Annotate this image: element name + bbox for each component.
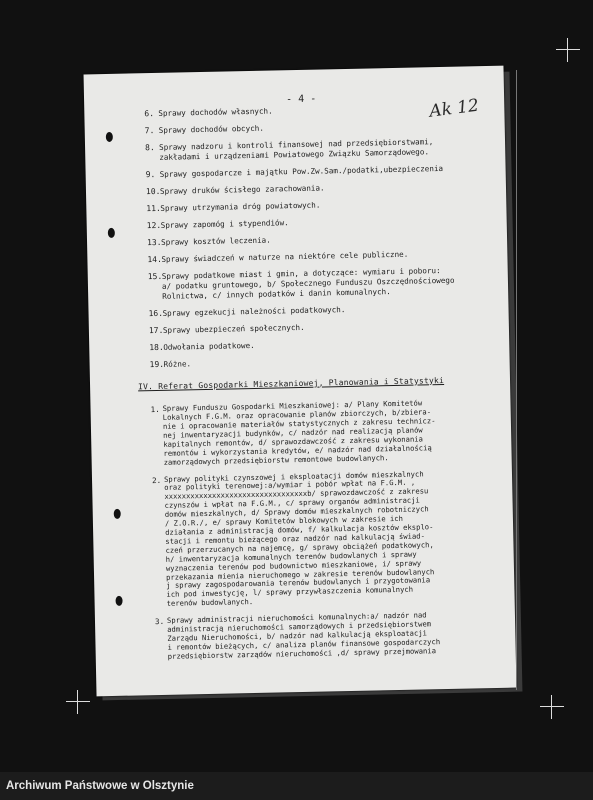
- list-item: [145, 119, 495, 136]
- list-item: [148, 302, 498, 319]
- item-text: Sprawy dochodów własnych.: [158, 106, 273, 118]
- item-number: 9.: [145, 169, 156, 180]
- list-item: [155, 610, 506, 662]
- punch-hole: [115, 596, 122, 606]
- item-number: 16.: [148, 308, 164, 318]
- item-number: 13.: [146, 238, 162, 248]
- item-text: Sprawy gospodarcze i majątku Pow.Zw.Sam./podatki,ubezpieczenia: [159, 163, 444, 179]
- item-number: 10.: [145, 186, 161, 197]
- item-text: Odwołania podatkowe.: [163, 340, 255, 352]
- item-number: 3.: [154, 617, 165, 627]
- item-text: Sprawy egzekucji należności podatkowych.: [162, 304, 346, 318]
- item-text: Sprawy administracji nieruchomości komunalnych:a/ nadzór nad administracją nieruchomości samorządowych i przedsiębiorstwem Zarządu Nieruchomości, b/ nadzór nad kalkulacją eksploatacji i remontów bieżących, c/ analiza planów finansowe gospodarczych przedsiębiorstw zarządów nieruchomości ,d/ sprawy przejmowania: [166, 610, 441, 661]
- item-number: 2.: [151, 475, 162, 485]
- item-text: Sprawy utrzymania dróg powiatowych.: [160, 200, 321, 213]
- page-number: - 4 -: [285, 93, 317, 106]
- item-text: Sprawy podatkowe miast i gmin, a dotyczące: wymiaru i poboru: a/ podatku gruntowego, b/ Społecznego Funduszu Oszczędnościowego Rolnictwa, c/ innych podatków i danin komunalnych.: [161, 266, 455, 301]
- item-number: 18.: [149, 342, 164, 353]
- item-text: Sprawy druków ścisłego zarachowania.: [159, 183, 325, 196]
- document-page: [84, 66, 517, 697]
- list-item: [150, 353, 500, 370]
- item-text: Sprawy polityki czynszowej i eksploatacji domów mieszkalnych oraz polityki terenowej:a/wymiar i pobór wpłat na F.G.M. , xxxxxxxxxxxxxxxxxxxxxxxxxxxxxxxxxb/ sprawozdawczość z zakresu czynszów i wpłat na F.G.M., c/ sprawy organów administracji domów mieszkalnych, d/ Sprawy domów mieszkalnych robotniczych / Z.O.R./, e/ sprawy Komitetów blokowych w zakresie ich działania z administracją domów, f/ kalkulacja kosztów eksplo- stacji i remontu bieżącego oraz nadzór nad kalkulacją świad- czeń przerzucanych na najemcę, g/ sprawy obciążeń podatkowych, h/ inwentaryzacja komunalnych terenów budowlanych i sprawy wyznaczenia terenów pod budownictwo mieszkaniowe, i/ sprawy przekazania mienia nieruchomego w zakresie terenów budowlanych j sprawy zagospodarowania terenów budowlanych i przygotowania ich pod inwestycję, l/ sprawy przywłaszczenia komunalnych terenów budowlanych.: [163, 468, 435, 609]
- item-text: Sprawy kosztów leczenia.: [160, 235, 271, 248]
- item-number: 17.: [148, 325, 164, 335]
- item-number: 1.: [150, 405, 160, 415]
- item-number: 6.: [144, 108, 155, 119]
- list-item: [145, 136, 495, 163]
- punch-hole: [114, 509, 121, 519]
- list-item: [146, 163, 496, 180]
- item-number: 7.: [144, 126, 155, 136]
- item-text: Sprawy nadzoru i kontroli finansowej nad przedsiębiorstwami, zakładami i urządzeniami Powiatowego Związku Samorządowego.: [158, 137, 434, 162]
- crop-mark: [66, 690, 90, 714]
- item-text: Sprawy świadczeń w naturze na niektóre cele publiczne.: [161, 250, 409, 265]
- list-item: [147, 214, 497, 231]
- list-item: [144, 102, 494, 119]
- item-number: 14.: [147, 255, 162, 265]
- list-item: [149, 319, 499, 336]
- item-number: 12.: [146, 221, 162, 231]
- crop-mark: [556, 38, 580, 62]
- section-heading: IV. Referat Gospodarki Mieszkaniowej, Planowania i Statystyki: [137, 375, 445, 391]
- punch-hole: [106, 132, 113, 142]
- punch-hole: [108, 228, 115, 238]
- item-number: 8.: [144, 143, 155, 153]
- list-item: [152, 468, 505, 609]
- list-item: [146, 180, 496, 197]
- archive-footer: [0, 772, 593, 800]
- list-item: [148, 265, 499, 301]
- list-item: [149, 336, 499, 353]
- list-item: [146, 197, 496, 214]
- list-item: [150, 398, 501, 468]
- page-edge: [516, 70, 517, 690]
- item-number: 15.: [147, 272, 163, 282]
- item-number: 19.: [149, 359, 165, 370]
- section-list: [150, 398, 505, 662]
- numbered-list: [144, 102, 499, 370]
- archive-name: Archiwum Państwowe w Olsztynie: [6, 780, 194, 792]
- archive-signature-stamp: Ak 12: [428, 95, 481, 122]
- item-number: 11.: [146, 203, 161, 214]
- document-body: [137, 102, 506, 670]
- crop-mark: [540, 695, 564, 719]
- item-text: Różne.: [163, 359, 192, 369]
- item-text: Sprawy Funduszu Gospodarki Mieszkaniowej: a/ Plany Komitetów Lokalnych F.G.M. oraz opracowanie planów zbiorczych, b/zbiera- nie i opracowanie materiałów statystycznych z zakresu technicz- nej inwentaryzacji budynków, c/ nadzór nad realizacją planów kapitalnych remontów, d/ sprawozdawczość z zakresu wykonania remontów i wykorzystania kredytów, e/ nadzór nad działalnością zamorządowych przedsiębiorstw remontowe budowlanych.: [162, 398, 436, 467]
- item-text: Sprawy zapomóg i stypendiów.: [160, 218, 289, 231]
- list-item: [147, 231, 497, 248]
- item-text: Sprawy dochodów obcych.: [158, 123, 264, 135]
- item-text: Sprawy ubezpieczeń społecznych.: [162, 322, 305, 335]
- list-item: [147, 248, 497, 265]
